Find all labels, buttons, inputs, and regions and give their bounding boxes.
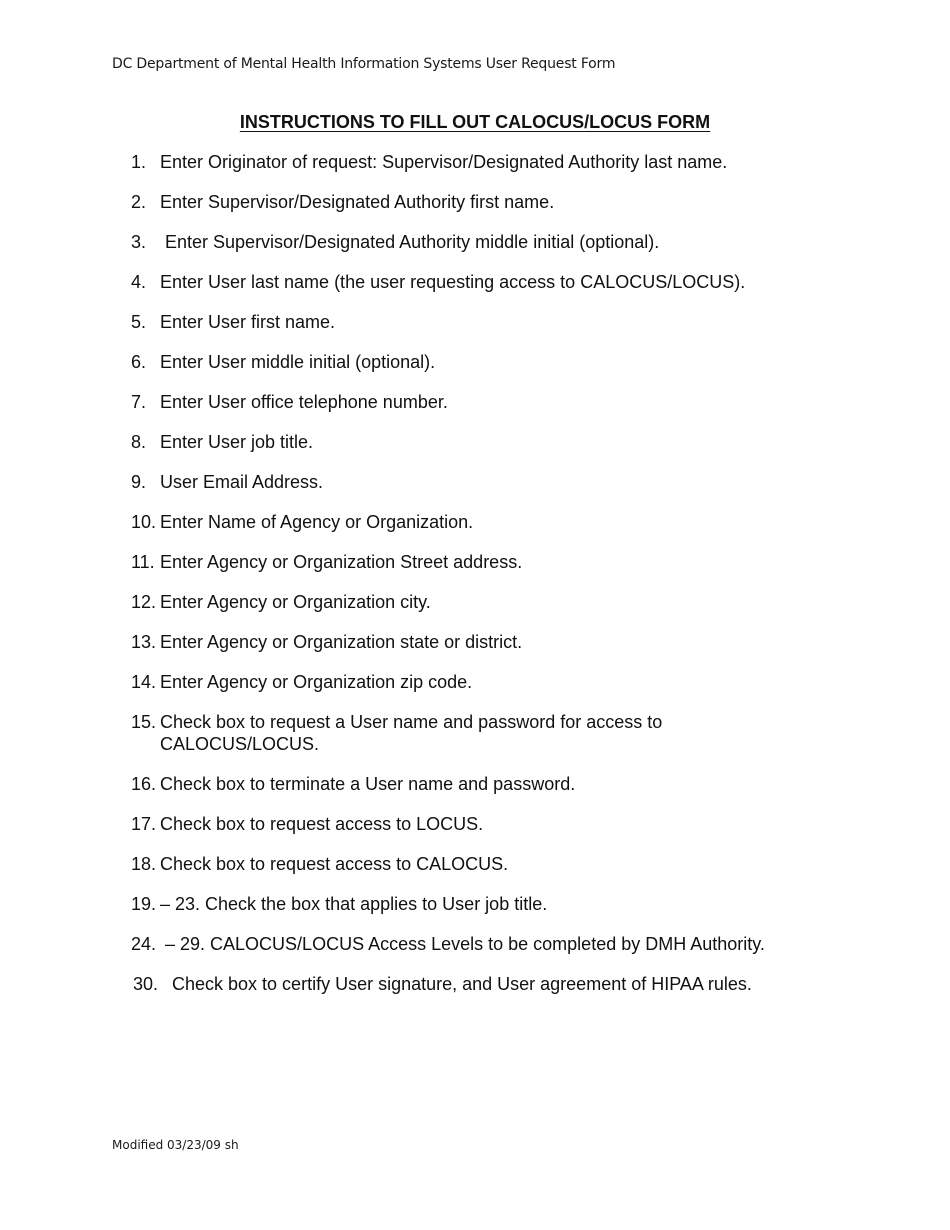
instruction-text: Enter User first name.: [160, 312, 336, 332]
instruction-number: 14.: [131, 672, 157, 692]
instruction-item: [131, 671, 851, 693]
instruction-number: 17.: [131, 814, 157, 834]
instruction-number: 6.: [131, 352, 147, 372]
instruction-text: Enter Supervisor/Designated Authority first name.: [160, 192, 555, 212]
instruction-number: 24.: [131, 934, 157, 954]
instruction-text: Check box to request access to LOCUS.: [160, 814, 484, 834]
instruction-item: [131, 813, 851, 835]
instruction-item: [131, 431, 851, 453]
instruction-text: Check box to certify User signature, and User agreement of HIPAA rules.: [162, 974, 752, 994]
instruction-item: [131, 773, 851, 795]
instruction-item: [131, 271, 851, 293]
instruction-number: 9.: [131, 472, 147, 492]
instruction-item: [131, 933, 851, 955]
instruction-text: – 23. Check the box that applies to User job title.: [160, 894, 548, 914]
instruction-text: – 29. CALOCUS/LOCUS Access Levels to be completed by DMH Authority.: [160, 934, 765, 954]
instruction-item: [131, 511, 851, 533]
instruction-item: [131, 391, 851, 413]
instruction-number: 30.: [133, 974, 159, 994]
instruction-number: 10.: [131, 512, 157, 532]
instruction-item: [131, 591, 851, 613]
instruction-text: Enter User last name (the user requesting access to CALOCUS/LOCUS).: [160, 272, 746, 292]
instruction-text: Check box to request a User name and password for access to CALOCUS/LOCUS.: [160, 712, 663, 754]
instruction-number: 11.: [131, 552, 155, 572]
instruction-item: [131, 471, 851, 493]
page-header: DC Department of Mental Health Information Systems User Request Form: [112, 56, 616, 72]
instruction-item: [131, 853, 851, 875]
instruction-number: 12.: [131, 592, 157, 612]
instruction-text: Enter Agency or Organization city.: [160, 592, 431, 612]
instruction-item: [131, 893, 851, 915]
instruction-item: [131, 231, 851, 253]
instruction-item: [131, 191, 851, 213]
instruction-item: [131, 711, 851, 755]
page-title: INSTRUCTIONS TO FILL OUT CALOCUS/LOCUS FORM: [239, 112, 711, 132]
instruction-number: 3.: [131, 232, 147, 252]
instruction-item: [131, 973, 851, 995]
instruction-text: Enter Agency or Organization state or district.: [160, 632, 523, 652]
instruction-text: Enter Originator of request: Supervisor/Designated Authority last name.: [160, 152, 728, 172]
instruction-text: Enter Supervisor/Designated Authority middle initial (optional).: [160, 232, 660, 252]
instruction-text: Enter User job title.: [160, 432, 314, 452]
instruction-text: Enter User middle initial (optional).: [160, 352, 436, 372]
instruction-text: Enter Name of Agency or Organization.: [160, 512, 474, 532]
instruction-number: 7.: [131, 392, 147, 412]
instruction-text: Enter Agency or Organization zip code.: [160, 672, 473, 692]
instruction-number: 19.: [131, 894, 157, 914]
instruction-number: 16.: [131, 774, 157, 794]
instruction-number: 1.: [131, 152, 147, 172]
instruction-number: 8.: [131, 432, 147, 452]
instruction-text: Check box to terminate a User name and password.: [160, 774, 576, 794]
instruction-number: 13.: [131, 632, 157, 652]
instruction-text: User Email Address.: [160, 472, 324, 492]
instruction-item: [131, 551, 851, 573]
instruction-number: 15.: [131, 712, 157, 732]
instruction-text: Check box to request access to CALOCUS.: [160, 854, 509, 874]
instruction-number: 4.: [131, 272, 147, 292]
instruction-text: Enter Agency or Organization Street address.: [160, 552, 523, 572]
instruction-list: [131, 151, 851, 1013]
instruction-number: 5.: [131, 312, 147, 332]
instruction-text: Enter User office telephone number.: [160, 392, 448, 412]
page-footer: Modified 03/23/09 sh: [112, 1138, 239, 1152]
instruction-item: [131, 311, 851, 333]
instruction-item: [131, 631, 851, 653]
instruction-number: 18.: [131, 854, 157, 874]
instruction-item: [131, 351, 851, 373]
instruction-number: 2.: [131, 192, 147, 212]
instruction-item: [131, 151, 851, 173]
